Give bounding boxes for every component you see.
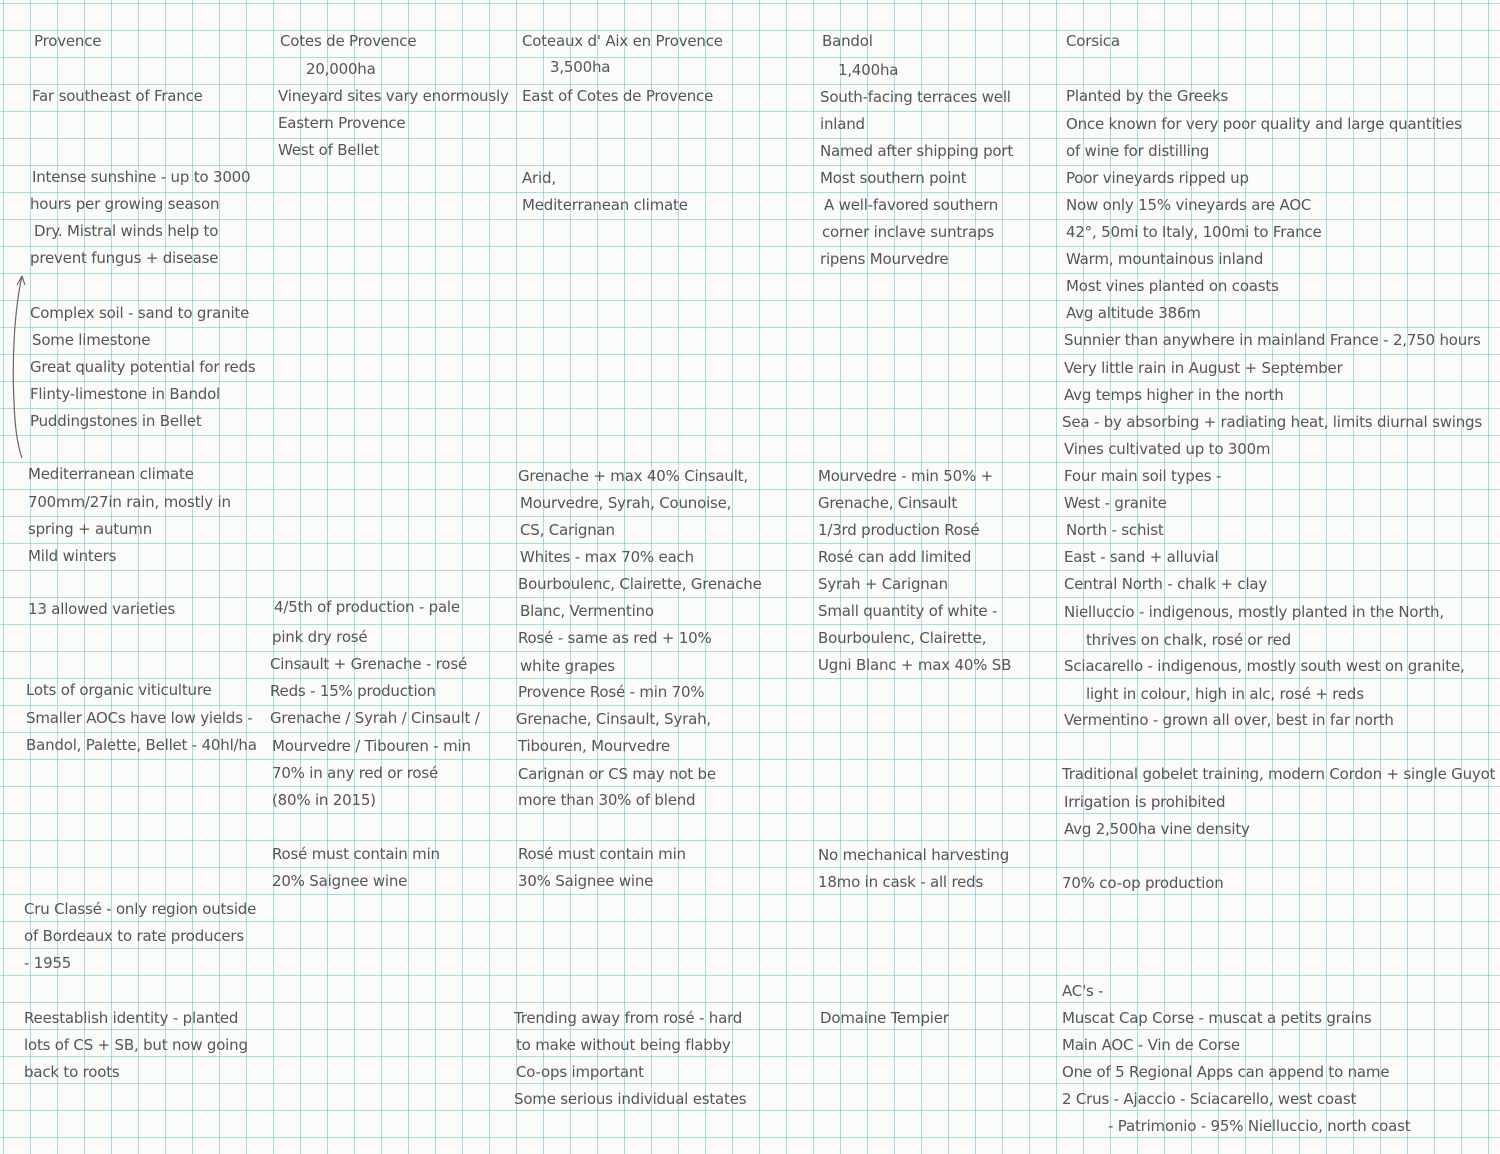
note-line: prevent fungus + disease	[30, 249, 219, 267]
note-line: Grenache, Cinsault	[818, 494, 958, 512]
note-line: Bourboulenc, Clairette,	[818, 629, 987, 647]
note-line: Mediterranean climate	[522, 196, 688, 214]
note-line: Central North - chalk + clay	[1064, 575, 1268, 593]
note-line: ripens Mourvedre	[820, 250, 949, 268]
note-line: Carignan or CS may not be	[518, 765, 716, 783]
column-coteaux-d-aix-en-provence	[514, 0, 808, 1154]
note-line: A well-favored southern	[824, 196, 999, 214]
note-line: Rosé can add limited	[818, 548, 972, 566]
note-line: white grapes	[520, 657, 615, 675]
note-line: inland	[820, 115, 865, 133]
column-title: Bandol	[822, 32, 873, 50]
note-line: lots of CS + SB, but now going	[24, 1036, 248, 1054]
note-line: (80% in 2015)	[272, 791, 376, 809]
note-line: West of Bellet	[278, 141, 380, 159]
note-line: Rosé - same as red + 10%	[518, 629, 712, 647]
note-line: 1,400ha	[838, 61, 899, 79]
note-line: Puddingstones in Bellet	[30, 412, 202, 430]
note-line: AC's -	[1062, 982, 1104, 1000]
note-line: 20,000ha	[306, 60, 376, 78]
note-line: Bandol, Palette, Bellet - 40hl/ha	[26, 736, 257, 754]
note-line: Far southeast of France	[32, 87, 203, 105]
note-line: - Patrimonio - 95% Nielluccio, north coast	[1108, 1117, 1411, 1135]
note-line: East of Cotes de Provence	[522, 87, 714, 105]
note-line: CS, Carignan	[520, 521, 615, 539]
note-line: 700mm/27in rain, mostly in	[28, 493, 231, 511]
note-line: Flinty-limestone in Bandol	[30, 385, 221, 403]
note-line: Bourboulenc, Clairette, Grenache	[518, 575, 762, 593]
note-line: 13 allowed varieties	[28, 600, 176, 618]
note-line: 30% Saignee wine	[518, 872, 654, 890]
note-line: Co-ops important	[516, 1063, 644, 1081]
column-title: Coteaux d' Aix en Provence	[522, 32, 723, 50]
note-line: Rosé must contain min	[272, 845, 440, 863]
note-line: Small quantity of white -	[818, 602, 998, 620]
note-line: North - schist	[1066, 521, 1164, 539]
note-line: spring + autumn	[28, 520, 153, 538]
note-line: Nielluccio - indigenous, mostly planted in the North,	[1064, 603, 1444, 621]
margin-arrow-icon	[8, 272, 32, 462]
column-bandol	[818, 0, 1048, 1154]
note-line: Dry. Mistral winds help to	[34, 222, 219, 240]
note-line: Trending away from rosé - hard	[514, 1009, 743, 1027]
note-line: Reestablish identity - planted	[24, 1009, 239, 1027]
note-line: Sea - by absorbing + radiating heat, limits diurnal swings	[1062, 413, 1482, 431]
note-line: Grenache + max 40% Cinsault,	[518, 467, 748, 485]
note-line: back to roots	[24, 1063, 120, 1081]
note-line: Mourvedre, Syrah, Counoise,	[520, 494, 732, 512]
note-line: hours per growing season	[30, 195, 220, 213]
note-line: Grenache, Cinsault, Syrah,	[516, 710, 711, 728]
note-line: to make without being flabby	[516, 1036, 731, 1054]
note-line: thrives on chalk, rosé or red	[1086, 631, 1291, 649]
note-line: 42°, 50mi to Italy, 100mi to France	[1066, 223, 1322, 241]
note-line: Some serious individual estates	[514, 1090, 747, 1108]
note-line: Sunnier than anywhere in mainland France - 2,750 hours	[1064, 331, 1481, 349]
note-line: Traditional gobelet training, modern Cordon + single Guyot	[1062, 765, 1496, 783]
note-line: Named after shipping port	[820, 142, 1014, 160]
column-title: Corsica	[1066, 32, 1120, 50]
note-line: Provence Rosé - min 70%	[518, 683, 705, 701]
note-line: Most vines planted on coasts	[1066, 277, 1279, 295]
note-line: light in colour, high in alc, rosé + reds	[1086, 685, 1364, 703]
note-line: Main AOC - Vin de Corse	[1062, 1036, 1240, 1054]
note-line: more than 30% of blend	[518, 791, 696, 809]
note-line: Vineyard sites vary enormously	[278, 87, 509, 105]
column-cotes-de-provence	[270, 0, 509, 1154]
note-line: Rosé must contain min	[518, 845, 686, 863]
note-line: East - sand + alluvial	[1064, 548, 1219, 566]
note-line: No mechanical harvesting	[818, 846, 1010, 864]
note-line: 70% co-op production	[1062, 874, 1224, 892]
note-line: Great quality potential for reds	[30, 358, 256, 376]
note-line: Tibouren, Mourvedre	[518, 737, 670, 755]
column-provence	[24, 0, 268, 1154]
note-line: Very little rain in August + September	[1064, 359, 1343, 377]
note-line: Cru Classé - only region outside	[24, 900, 257, 918]
note-line: Vines cultivated up to 300m	[1064, 440, 1271, 458]
note-line: Mediterranean climate	[28, 465, 194, 483]
note-line: corner inclave suntraps	[822, 223, 994, 241]
column-title: Cotes de Provence	[280, 32, 417, 50]
note-line: pink dry rosé	[272, 628, 368, 646]
note-line: Eastern Provence	[278, 114, 406, 132]
note-line: Most southern point	[820, 169, 967, 187]
note-line: Ugni Blanc + max 40% SB	[818, 656, 1012, 674]
note-line: 3,500ha	[550, 58, 611, 76]
note-line: of Bordeaux to rate producers	[24, 927, 244, 945]
note-line: Mourvedre - min 50% +	[818, 467, 993, 485]
note-line: of wine for distilling	[1066, 142, 1210, 160]
note-line: Some limestone	[32, 331, 151, 349]
note-line: Avg 2,500ha vine density	[1064, 820, 1250, 838]
note-line: South-facing terraces well	[820, 88, 1011, 106]
note-line: Muscat Cap Corse - muscat a petits grains	[1062, 1009, 1372, 1027]
note-line: Irrigation is prohibited	[1064, 793, 1226, 811]
note-line: - 1955	[24, 954, 72, 972]
note-line: Syrah + Carignan	[818, 575, 948, 593]
note-line: Warm, mountainous inland	[1066, 250, 1264, 268]
note-line: Grenache / Syrah / Cinsault /	[270, 709, 480, 727]
note-line: Planted by the Greeks	[1066, 87, 1229, 105]
note-line: 20% Saignee wine	[272, 872, 408, 890]
note-line: Four main soil types -	[1064, 467, 1222, 485]
note-line: 70% in any red or rosé	[272, 764, 439, 782]
column-corsica	[1062, 0, 1496, 1154]
note-line: 1/3rd production Rosé	[818, 521, 980, 539]
note-line: Arid,	[522, 169, 556, 187]
note-line: Poor vineyards ripped up	[1066, 169, 1249, 187]
note-line: Once known for very poor quality and large quantities	[1066, 115, 1462, 133]
note-line: Domaine Tempier	[820, 1009, 949, 1027]
note-line: Whites - max 70% each	[520, 548, 694, 566]
note-line: Sciacarello - indigenous, mostly south west on granite,	[1064, 657, 1465, 675]
note-line: West - granite	[1064, 494, 1167, 512]
note-line: Avg temps higher in the north	[1064, 386, 1284, 404]
note-line: 2 Crus - Ajaccio - Sciacarello, west coast	[1062, 1090, 1357, 1108]
note-line: Mourvedre / Tibouren - min	[272, 737, 471, 755]
note-line: Blanc, Vermentino	[520, 602, 654, 620]
note-line: Reds - 15% production	[270, 682, 436, 700]
note-line: Vermentino - grown all over, best in far north	[1064, 711, 1394, 729]
note-line: Smaller AOCs have low yields -	[26, 709, 253, 727]
note-line: 4/5th of production - pale	[274, 598, 460, 616]
note-line: Avg altitude 386m	[1066, 304, 1201, 322]
note-line: 18mo in cask - all reds	[818, 873, 984, 891]
note-line: Mild winters	[28, 547, 117, 565]
note-line: Now only 15% vineyards are AOC	[1066, 196, 1312, 214]
note-line: Complex soil - sand to granite	[30, 304, 250, 322]
column-title: Provence	[34, 32, 102, 50]
note-line: Lots of organic viticulture	[26, 681, 212, 699]
note-line: Cinsault + Grenache - rosé	[270, 655, 467, 673]
note-line: Intense sunshine - up to 3000	[32, 168, 251, 186]
note-line: One of 5 Regional Apps can append to name	[1062, 1063, 1390, 1081]
